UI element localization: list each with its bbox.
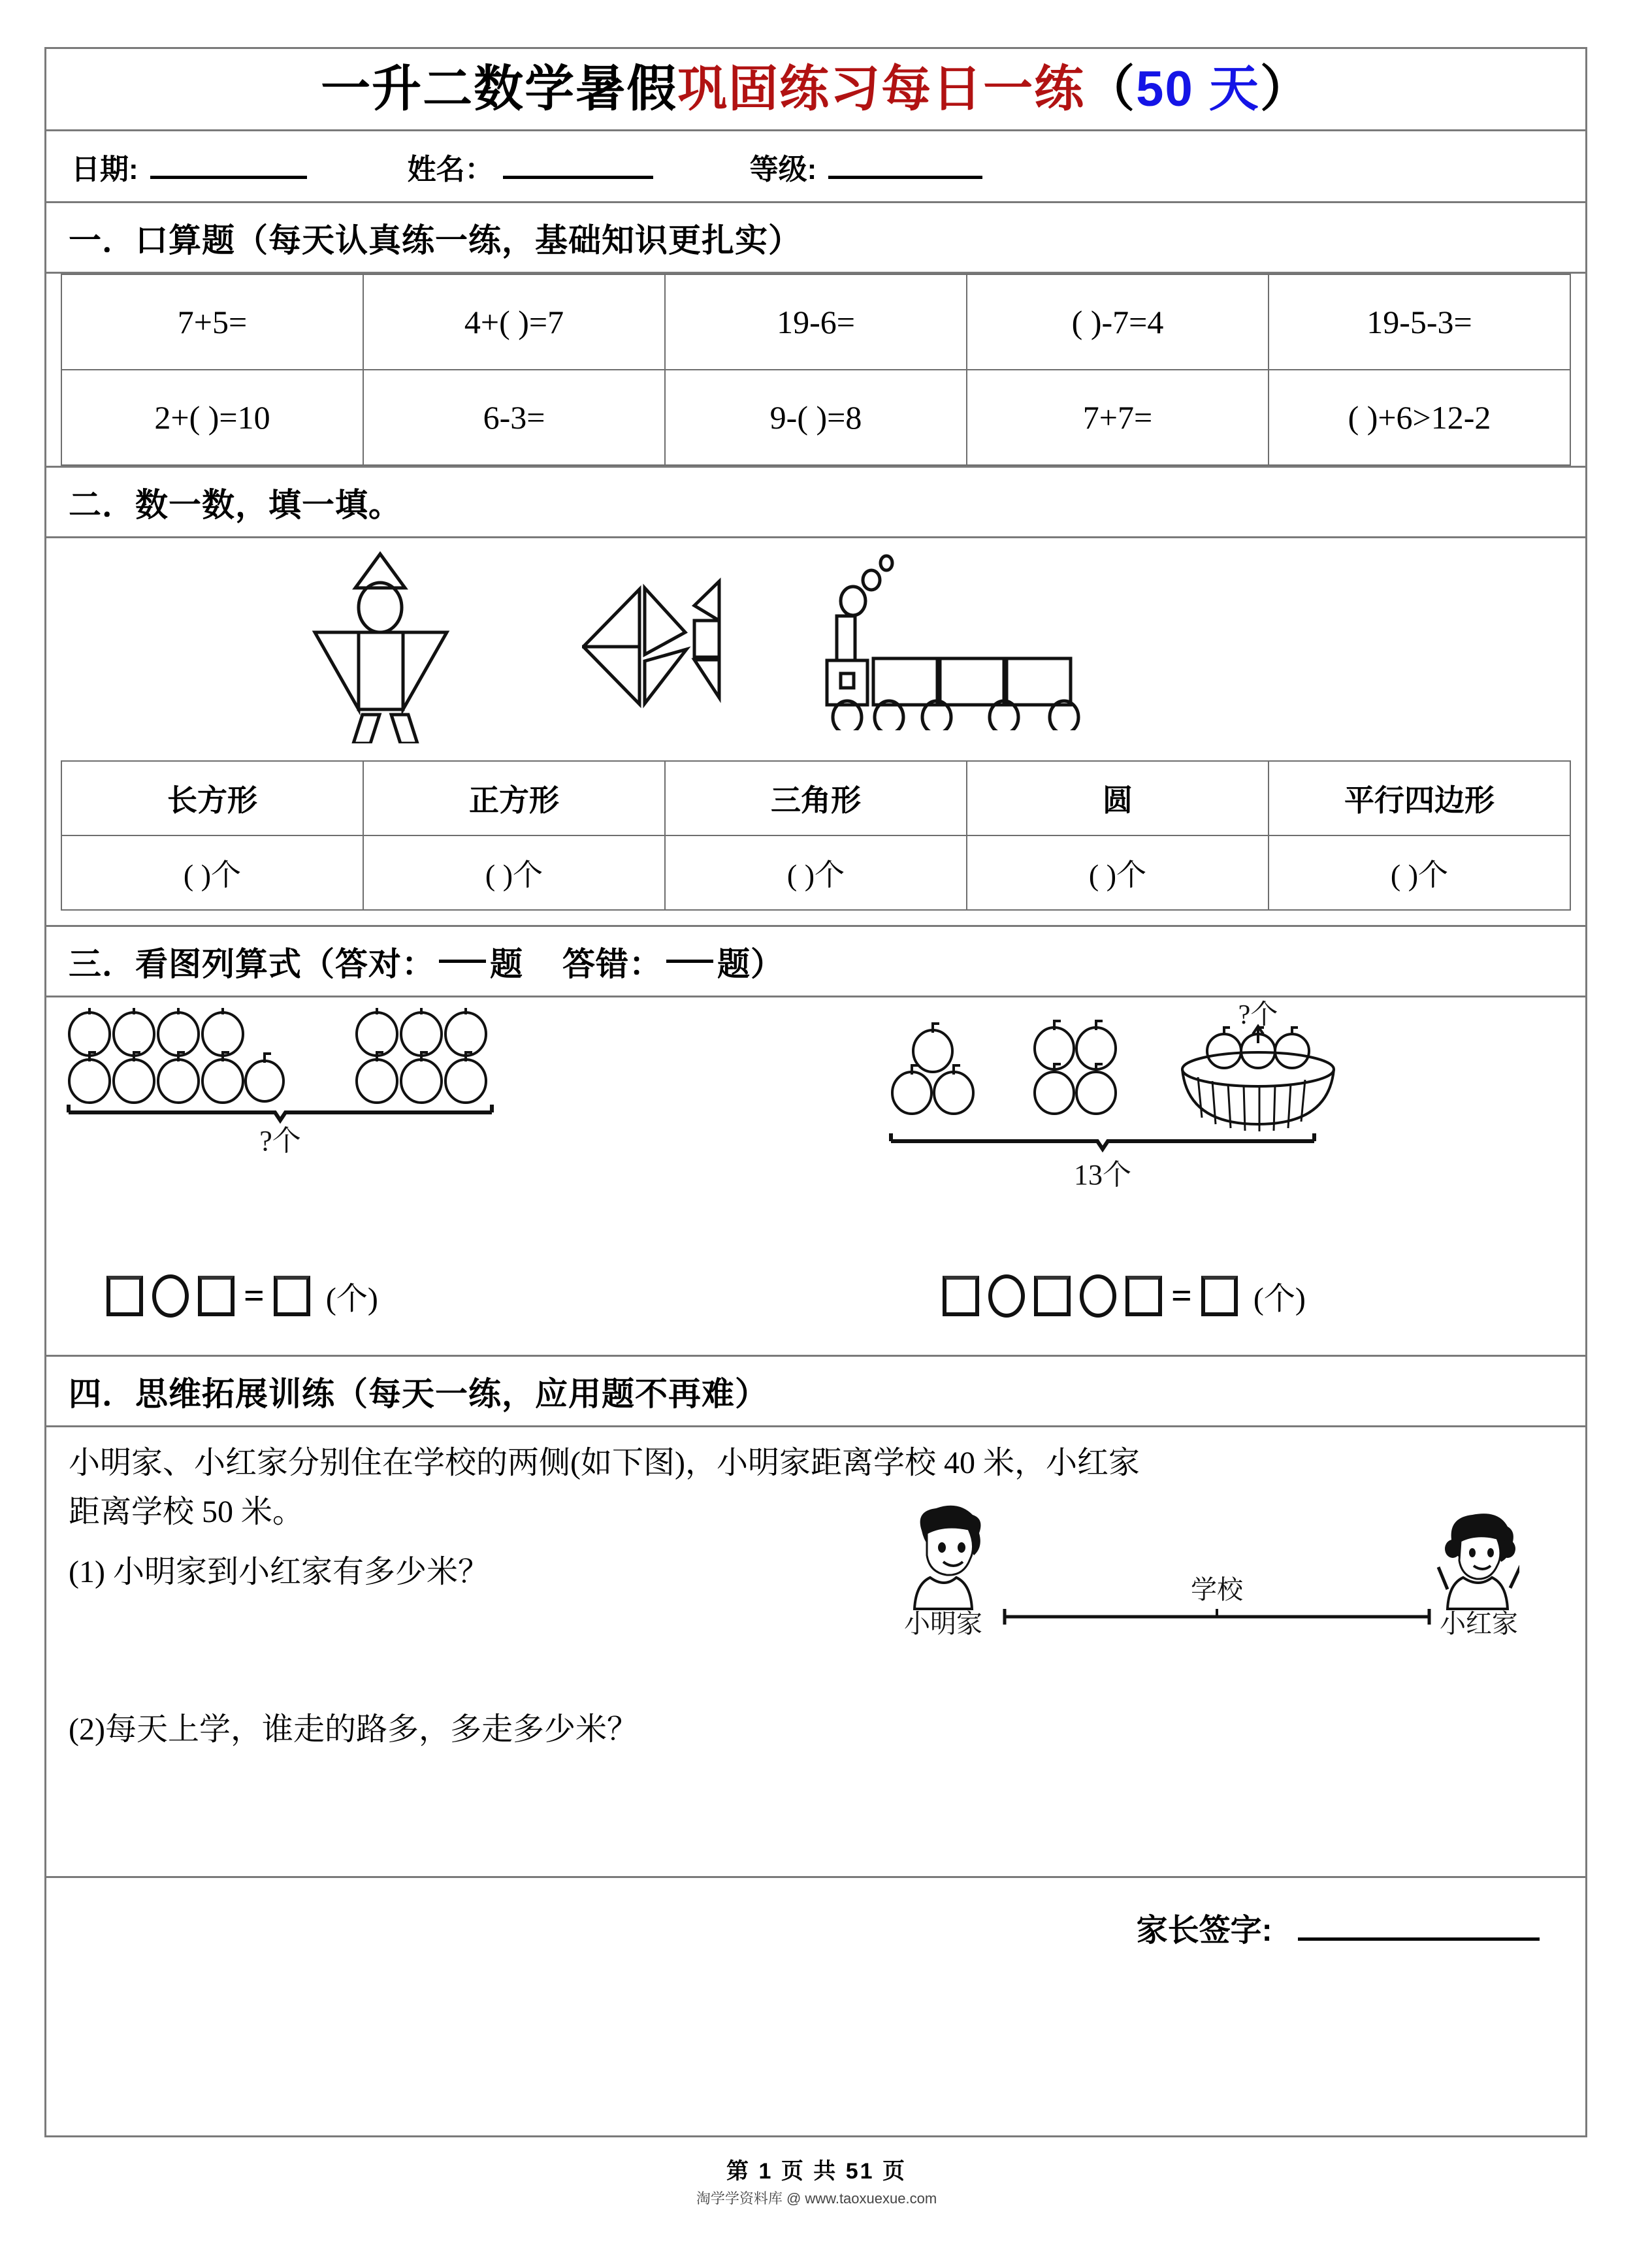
- section-3-heading-mid2: 答错：: [562, 945, 662, 982]
- operator-circle[interactable]: [152, 1274, 189, 1318]
- section-2-heading: 二．数一数，填一填。: [46, 468, 1585, 538]
- answer-box[interactable]: [106, 1276, 143, 1316]
- title-paren-open: （: [1085, 61, 1137, 117]
- grade-label: 等级:: [749, 153, 817, 186]
- calc-cell[interactable]: 4+( )=7: [363, 274, 665, 370]
- shape-figures: [46, 538, 1585, 754]
- calc-cell[interactable]: 9-( )=8: [665, 370, 967, 465]
- table-row: [61, 835, 1570, 910]
- name-label: 姓名：: [407, 153, 494, 186]
- shape-count-table: [61, 760, 1571, 911]
- shape-header-cell: 三角形: [665, 761, 967, 835]
- apple-basket-right-icon: [886, 1000, 1382, 1196]
- calc-cell[interactable]: 19-5-3=: [1269, 274, 1570, 370]
- signature-blank[interactable]: [1298, 1937, 1540, 1941]
- section-3-heading-prefix: 三．看图列算式（答对：: [69, 945, 435, 982]
- watermark: 淘学学资料库 @ www.taoxuexue.com: [696, 2190, 937, 2207]
- table-row: [61, 274, 1570, 370]
- picture-problems-area: [46, 997, 1585, 1259]
- answer-box[interactable]: [274, 1276, 310, 1316]
- calc-cell[interactable]: 7+7=: [967, 370, 1269, 465]
- title-part-red: 巩固练习每日一练: [677, 61, 1086, 117]
- answer-box[interactable]: [943, 1276, 979, 1316]
- calc-cell[interactable]: 6-3=: [363, 370, 665, 465]
- signature-row: [46, 1878, 1585, 1976]
- shape-count-cell[interactable]: ( )个: [363, 835, 665, 910]
- word-problem-area: [46, 1427, 1585, 1878]
- problem-line-2: 距离学校 50 米。: [69, 1495, 304, 1530]
- shape-count-table-wrap: [46, 754, 1585, 927]
- calc-cell[interactable]: ( )-7=4: [967, 274, 1269, 370]
- arithmetic-table: [61, 274, 1571, 466]
- shape-header-cell: 平行四边形: [1269, 761, 1570, 835]
- name-blank[interactable]: [503, 176, 653, 179]
- grade-blank[interactable]: [828, 176, 982, 179]
- shape-count-cell[interactable]: ( )个: [1269, 835, 1570, 910]
- shape-count-cell[interactable]: ( )个: [967, 835, 1269, 910]
- right-answer-expression[interactable]: [943, 1273, 1306, 1318]
- signature-label: 家长签字:: [1136, 1913, 1272, 1948]
- section-3-heading-suffix: 题）: [717, 945, 784, 982]
- right-answer-unit: (个): [1253, 1282, 1306, 1316]
- school-distance-diagram: [860, 1504, 1519, 1668]
- problem-question-1: (1) 小明家到小红家有多少米？: [69, 1554, 489, 1589]
- left-answer-unit: (个): [325, 1282, 378, 1316]
- left-brace-label: ?个: [259, 1125, 301, 1157]
- diagram-right-label: 小红家: [1440, 1609, 1518, 1638]
- left-answer-expression[interactable]: [106, 1273, 378, 1318]
- section-4-heading: 四．思维拓展训练（每天一练，应用题不再难）: [46, 1357, 1585, 1427]
- answer-box[interactable]: [1201, 1276, 1238, 1316]
- parent-signature-field[interactable]: [1137, 1905, 1540, 1950]
- shape-header-cell: 正方形: [363, 761, 665, 835]
- arithmetic-table-wrap: [46, 274, 1585, 468]
- title-paren-close: ）: [1259, 61, 1311, 117]
- section-3-heading-mid: 题: [490, 945, 523, 982]
- equals-sign: =: [244, 1275, 265, 1316]
- girl-icon: [1438, 1514, 1519, 1609]
- title-row: [46, 49, 1585, 131]
- operator-circle[interactable]: [1080, 1274, 1116, 1318]
- wrong-count-blank[interactable]: [666, 960, 713, 963]
- section-3-heading: [46, 927, 1585, 997]
- apple-group-left-icon: [63, 1008, 521, 1184]
- train-figure-icon: [790, 554, 1116, 730]
- date-label: 日期:: [71, 153, 138, 186]
- date-blank[interactable]: [150, 176, 307, 179]
- equals-sign: =: [1171, 1275, 1192, 1316]
- title-part-black: 一升二数学暑假: [321, 61, 678, 117]
- calc-cell[interactable]: 19-6=: [665, 274, 967, 370]
- table-row: [61, 370, 1570, 465]
- page-footer: [0, 2153, 1633, 2208]
- section-1-heading: 一．口算题（每天认真练一练，基础知识更扎实）: [46, 203, 1585, 274]
- page-number: 第 1 页 共 51 页: [726, 2159, 907, 2184]
- problem-line-1: 小明家、小红家分别住在学校的两侧(如下图)，小明家距离学校 40 米，小红家: [69, 1446, 1140, 1480]
- title-part-blue: 50 天: [1136, 61, 1260, 117]
- answer-boxes-row: [46, 1259, 1585, 1357]
- shape-header-cell: 圆: [967, 761, 1269, 835]
- basket-question-label: ?个: [1238, 1000, 1278, 1030]
- calc-cell[interactable]: 7+5=: [61, 274, 363, 370]
- name-field[interactable]: [408, 146, 653, 187]
- correct-count-blank[interactable]: [439, 960, 486, 963]
- answer-box[interactable]: [1125, 1276, 1162, 1316]
- page-title: [321, 61, 1311, 117]
- diagram-left-label: 小明家: [904, 1609, 982, 1638]
- date-field[interactable]: [71, 146, 307, 187]
- shape-count-cell[interactable]: ( )个: [665, 835, 967, 910]
- operator-circle[interactable]: [988, 1274, 1025, 1318]
- fish-figure-icon: [582, 570, 732, 733]
- answer-box[interactable]: [198, 1276, 234, 1316]
- diagram-center-label: 学校: [1191, 1575, 1243, 1604]
- right-total-label: 13个: [1074, 1159, 1131, 1191]
- table-row: [61, 761, 1570, 835]
- boy-icon: [914, 1506, 980, 1609]
- calc-cell[interactable]: 2+( )=10: [61, 370, 363, 465]
- worksheet-frame: [44, 47, 1587, 2137]
- answer-box[interactable]: [1034, 1276, 1071, 1316]
- shape-count-cell[interactable]: ( )个: [61, 835, 363, 910]
- shape-header-cell: 长方形: [61, 761, 363, 835]
- grade-field[interactable]: [750, 146, 983, 187]
- student-info-row: [46, 131, 1585, 203]
- problem-question-2: (2)每天上学，谁走的路多，多走多少米？: [69, 1712, 638, 1747]
- person-figure-icon: [293, 547, 509, 743]
- calc-cell[interactable]: ( )+6>12-2: [1269, 370, 1570, 465]
